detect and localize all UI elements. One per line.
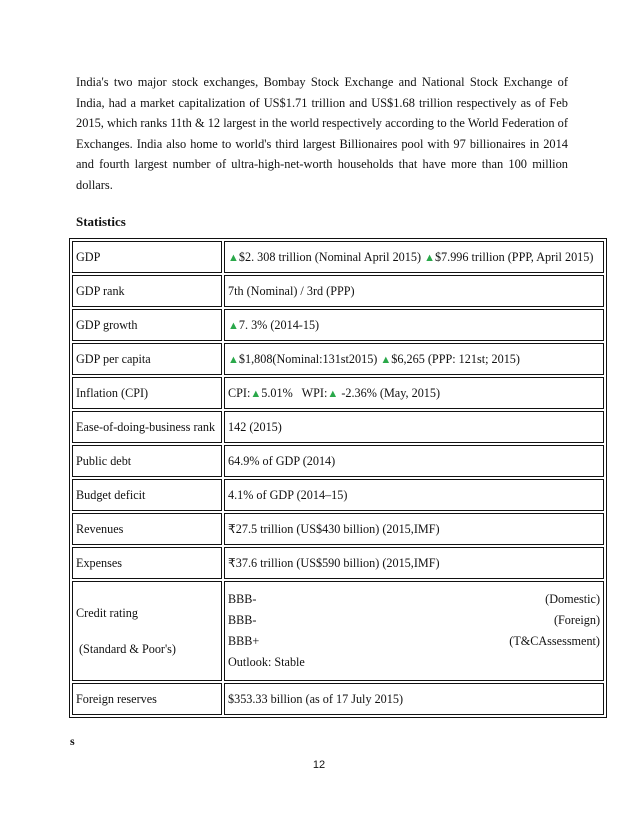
rating-line xyxy=(228,589,600,610)
rating-line xyxy=(228,652,600,673)
rating-type: (Foreign) xyxy=(553,613,600,627)
table-row xyxy=(72,445,604,477)
table-row xyxy=(72,343,604,375)
row-value-gdp-growth xyxy=(224,309,604,341)
credit-rating-label: Credit rating xyxy=(76,606,138,620)
gdp-growth-value: 7. 3% (2014-15) xyxy=(238,317,320,332)
rating-type: (Domestic) xyxy=(545,592,600,606)
gdp-ppp: $7.996 trillion (PPP, April 2015) xyxy=(434,249,594,264)
row-label-budget-deficit: Budget deficit xyxy=(72,479,222,511)
rating-line xyxy=(228,631,600,652)
table-row xyxy=(72,581,604,681)
up-triangle-icon: ▲ xyxy=(250,387,262,400)
page-number: 12 xyxy=(312,759,326,771)
table-row xyxy=(72,275,604,307)
gdp-per-capita-ppp: $6,265 (PPP: 121st; 2015) xyxy=(391,351,520,366)
row-value-foreign-reserves: $353.33 billion (as of 17 July 2015) xyxy=(224,683,604,715)
row-label-credit-rating xyxy=(72,581,222,681)
row-label-gdp: GDP xyxy=(72,241,222,273)
up-triangle-icon: ▲ xyxy=(327,387,339,400)
row-value-inflation xyxy=(224,377,604,409)
table-row xyxy=(72,377,604,409)
row-label-gdp-rank: GDP rank xyxy=(72,275,222,307)
row-label-public-debt: Public debt xyxy=(72,445,222,477)
cpi-prefix: CPI: xyxy=(228,385,251,400)
row-label-expenses: Expenses xyxy=(72,547,222,579)
rating-value: BBB+ xyxy=(228,634,260,648)
section-heading: Statistics xyxy=(76,214,126,229)
rating-value: BBB- xyxy=(228,613,257,627)
row-value-public-debt: 64.9% of GDP (2014) xyxy=(224,445,604,477)
row-label-gdp-growth: GDP growth xyxy=(72,309,222,341)
rating-line xyxy=(228,610,600,631)
table-row xyxy=(72,411,604,443)
up-triangle-icon: ▲ xyxy=(424,251,435,264)
row-label-inflation: Inflation (CPI) xyxy=(72,377,222,409)
row-value-credit-rating xyxy=(224,581,604,681)
row-value-gdp-per-capita xyxy=(224,343,604,375)
up-triangle-icon: ▲ xyxy=(228,353,239,366)
gdp-per-capita-nominal: $1,808(Nominal:131st2015) xyxy=(238,351,381,366)
up-triangle-icon: ▲ xyxy=(228,319,239,332)
row-label-revenues: Revenues xyxy=(72,513,222,545)
row-value-expenses: ₹37.6 trillion (US$590 billion) (2015,IMF) xyxy=(224,547,604,579)
credit-rating-agency: (Standard & Poor's) xyxy=(79,642,176,656)
row-value-gdp-rank: 7th (Nominal) / 3rd (PPP) xyxy=(224,275,604,307)
rating-outlook: Outlook: Stable xyxy=(228,655,305,669)
rating-value: BBB- xyxy=(228,592,257,606)
table-row xyxy=(72,683,604,715)
gdp-nominal: $2. 308 trillion (Nominal April 2015) xyxy=(238,249,425,264)
row-value-gdp xyxy=(224,241,604,273)
wpi-value: -2.36% (May, 2015) xyxy=(338,385,441,400)
body-paragraph: India's two major stock exchanges, Bombay Stock Exchange and National Stock Exchange of India, had a market capitalization of US$1.71 trillion and US$1.68 trillion respectively as of Feb 2015, which ranks 11th & 12 largest in the world respectively according to the World Federation of Exchanges. India also home to world's third largest Billionaires pool with 97 billionaires in 2014 and fourth largest number of ultra-high-net-worth households that have more than 100 million dollars. xyxy=(76,75,568,192)
statistics-table xyxy=(69,238,607,718)
table-row xyxy=(72,513,604,545)
rating-type: (T&CAssessment) xyxy=(509,634,600,648)
up-triangle-icon: ▲ xyxy=(228,251,239,264)
table-row xyxy=(72,309,604,341)
row-value-revenues: ₹27.5 trillion (US$430 billion) (2015,IMF) xyxy=(224,513,604,545)
stray-character: s xyxy=(70,734,75,748)
row-value-budget-deficit: 4.1% of GDP (2014–15) xyxy=(224,479,604,511)
table-row xyxy=(72,241,604,273)
row-label-foreign-reserves: Foreign reserves xyxy=(72,683,222,715)
table-row xyxy=(72,479,604,511)
row-label-gdp-per-capita: GDP per capita xyxy=(72,343,222,375)
up-triangle-icon: ▲ xyxy=(380,353,392,366)
cpi-value: 5.01% WPI: xyxy=(261,385,328,400)
table-row xyxy=(72,547,604,579)
row-label-ease: Ease-of-doing-business rank xyxy=(72,411,222,443)
row-value-ease: 142 (2015) xyxy=(224,411,604,443)
